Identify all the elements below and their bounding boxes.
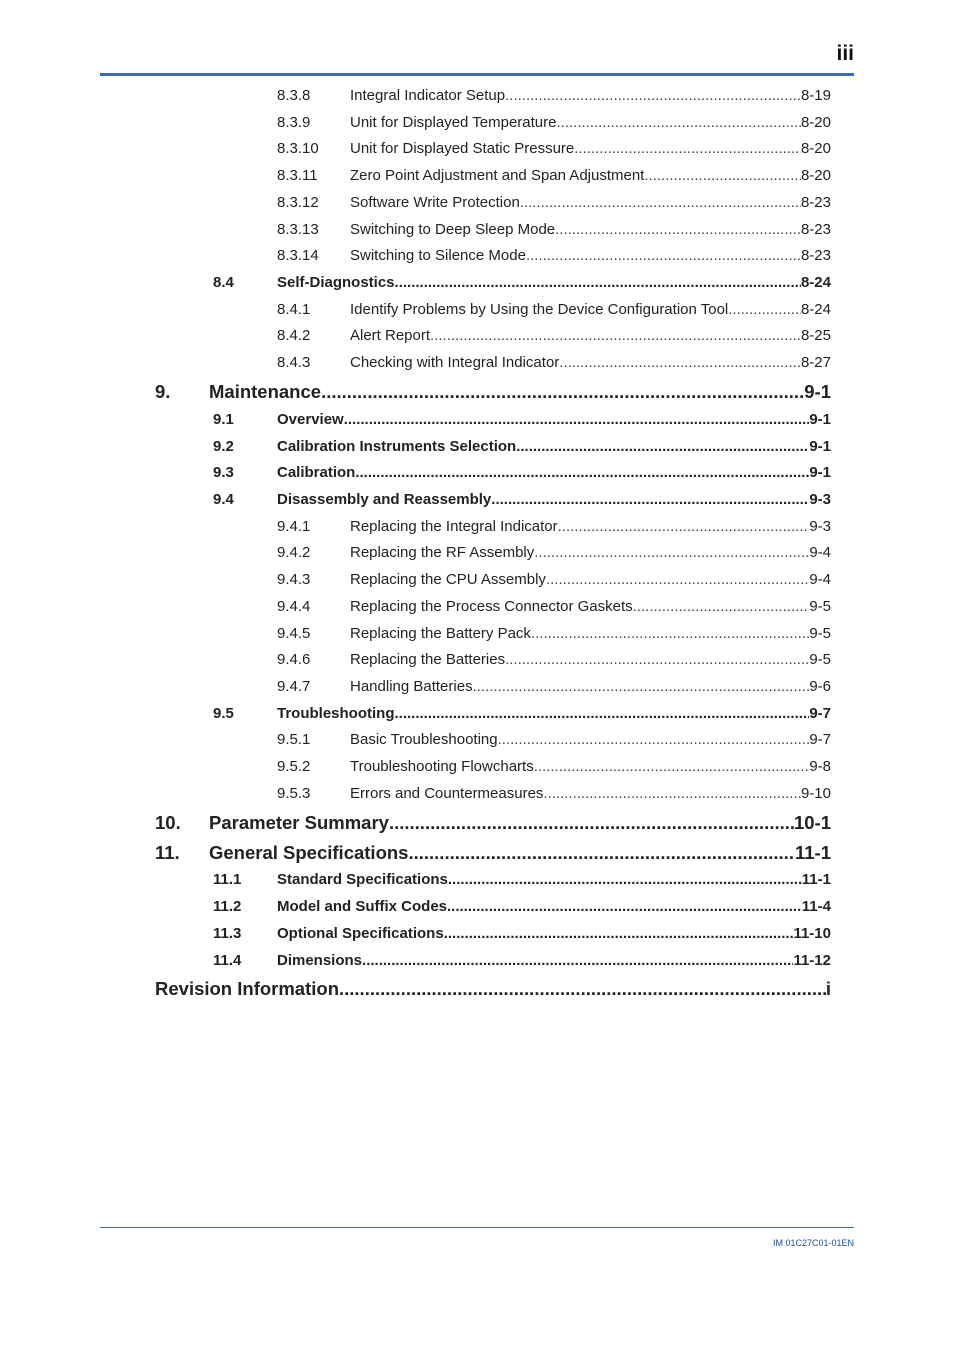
toc-entry-title: Zero Point Adjustment and Span Adjustment [350, 167, 645, 184]
toc-entry-page: 9-3 [809, 518, 831, 535]
toc-entry-title: Basic Troubleshooting [350, 731, 498, 748]
toc-entry[interactable] [0, 598, 954, 618]
toc-entry-number: 9.2 [213, 438, 234, 455]
toc-entry-page: 8-25 [800, 327, 831, 344]
toc-entry-page: 8-20 [800, 114, 831, 131]
toc-entry-number: 8.4 [213, 274, 234, 291]
toc-entry-title: Standard Specifications [277, 871, 448, 888]
toc-entry-line [277, 464, 831, 481]
toc-dot-leader [644, 167, 801, 184]
toc-entry-number: 8.3.12 [277, 194, 319, 211]
toc-entry-line [350, 571, 831, 588]
toc-dot-leader [526, 247, 801, 264]
toc-entry[interactable] [0, 491, 954, 511]
toc-entry-page: 8-23 [800, 194, 831, 211]
toc-entry-page: 9-4 [809, 571, 831, 588]
toc-entry-page: 9-8 [809, 758, 831, 775]
toc-entry-number: 11.1 [213, 871, 242, 888]
toc-entry-number: 8.4.1 [277, 301, 311, 318]
toc-entry-line [350, 140, 831, 157]
toc-entry[interactable] [0, 167, 954, 187]
toc-entry-title: Replacing the RF Assembly [350, 544, 535, 561]
toc-entry-line [350, 651, 831, 668]
toc-dot-leader [408, 842, 795, 864]
toc-entry-line [277, 871, 831, 888]
toc-entry-title: Calibration Instruments Selection [277, 438, 517, 455]
toc-entry[interactable] [0, 464, 954, 484]
toc-entry-page: 8-27 [800, 354, 831, 371]
toc-entry-number: 9.1 [213, 411, 234, 428]
toc-entry[interactable] [0, 381, 954, 405]
toc-entry[interactable] [0, 952, 954, 972]
toc-entry-page: 9-5 [809, 598, 831, 615]
toc-entry-number: 9.5.2 [277, 758, 311, 775]
toc-entry-title: Handling Batteries [350, 678, 473, 695]
toc-dot-leader [505, 651, 809, 668]
toc-dot-leader [444, 925, 794, 942]
toc-entry-line [350, 114, 831, 131]
toc-entry-title: Replacing the Battery Pack [350, 625, 531, 642]
toc-entry[interactable] [0, 87, 954, 107]
toc-entry[interactable] [0, 651, 954, 671]
toc-entry-line [350, 87, 831, 104]
toc-entry-number: 8.3.13 [277, 221, 319, 238]
toc-entry-number: 8.3.8 [277, 87, 311, 104]
toc-entry-title: Switching to Silence Mode [350, 247, 526, 264]
toc-entry-page: 8-24 [800, 301, 831, 318]
toc-entry-line [350, 327, 831, 344]
toc-entry-page: 9-5 [809, 625, 831, 642]
toc-entry-title: Model and Suffix Codes [277, 898, 448, 915]
toc-entry-page: 8-23 [800, 221, 831, 238]
toc-entry[interactable] [0, 518, 954, 538]
toc-entry-title: Maintenance [209, 381, 322, 402]
toc-entry-title: Errors and Countermeasures [350, 785, 544, 802]
toc-entry-line [277, 925, 831, 942]
toc-entry-title: Troubleshooting Flowcharts [350, 758, 534, 775]
toc-entry-line [350, 544, 831, 561]
toc-dot-leader [516, 438, 809, 455]
toc-entry-title: Unit for Displayed Static Pressure [350, 140, 575, 157]
toc-entry-line [350, 221, 831, 238]
toc-entry-number: 9.4.3 [277, 571, 311, 588]
toc-dot-leader [520, 194, 801, 211]
toc-entry-title: Replacing the CPU Assembly [350, 571, 546, 588]
toc-dot-leader [355, 464, 809, 481]
toc-entry-number: 9.3 [213, 464, 234, 481]
toc-entry-page: i [825, 978, 831, 999]
toc-entry[interactable] [0, 871, 954, 891]
toc-entry-line [209, 381, 831, 403]
toc-entry-page: 8-20 [800, 140, 831, 157]
toc-entry-line [277, 898, 831, 915]
toc-entry-number: 10. [155, 812, 181, 833]
toc-entry-number: 8.3.10 [277, 140, 319, 157]
toc-dot-leader [558, 518, 810, 535]
toc-entry-title: Switching to Deep Sleep Mode [350, 221, 556, 238]
toc-entry-title: Overview [277, 411, 344, 428]
toc-entry-page: 8-20 [800, 167, 831, 184]
toc-entry[interactable] [0, 354, 954, 374]
toc-entry-line [277, 438, 831, 455]
toc-entry-line [350, 301, 831, 318]
toc-entry-page: 11-4 [801, 898, 831, 915]
toc-entry-title: Optional Specifications [277, 925, 444, 942]
toc-dot-leader [389, 812, 794, 834]
toc-entry-page: 8-23 [800, 247, 831, 264]
toc-dot-leader [448, 871, 802, 888]
toc-entry[interactable] [0, 758, 954, 778]
toc-entry-title: Replacing the Process Connector Gaskets [350, 598, 633, 615]
toc-entry-line [350, 678, 831, 695]
toc-entry-page: 9-5 [809, 651, 831, 668]
toc-entry-page: 9-6 [809, 678, 831, 695]
toc-dot-leader [546, 571, 809, 588]
toc-entry-page: 8-19 [800, 87, 831, 104]
toc-entry-number: 11. [155, 842, 180, 863]
toc-entry[interactable] [0, 274, 954, 294]
toc-entry-line [155, 978, 831, 1000]
toc-entry-title: Self-Diagnostics [277, 274, 395, 291]
toc-entry-page: 9-1 [804, 381, 831, 402]
toc-entry-number: 9.4.2 [277, 544, 311, 561]
toc-entry-title: Dimensions [277, 952, 363, 969]
toc-entry[interactable] [0, 925, 954, 945]
toc-dot-leader [574, 140, 801, 157]
toc-entry-number: 9.4.5 [277, 625, 311, 642]
toc-entry-page: 9-1 [809, 438, 831, 455]
toc-entry-number: 9.5.1 [277, 731, 311, 748]
toc-entry-title: General Specifications [209, 842, 409, 863]
toc-entry-number: 9. [155, 381, 171, 402]
toc-entry-line [277, 411, 831, 428]
toc-entry-line [350, 625, 831, 642]
toc-dot-leader [534, 544, 809, 561]
toc-entry-line [350, 731, 831, 748]
toc-entry-line [350, 167, 831, 184]
toc-entry-page: 9-1 [809, 411, 831, 428]
document-id: IM 01C27C01-01EN [772, 1238, 854, 1248]
footer-rule [100, 1227, 854, 1228]
toc-entry-title: Unit for Displayed Temperature [350, 114, 557, 131]
toc-entry-line [350, 247, 831, 264]
toc-entry-line [209, 812, 831, 834]
toc-dot-leader [556, 114, 800, 131]
toc-dot-leader [491, 491, 809, 508]
toc-entry-title: Software Write Protection [350, 194, 520, 211]
toc-entry[interactable] [0, 571, 954, 591]
toc-entry[interactable] [0, 114, 954, 134]
toc-entry-page: 9-4 [809, 544, 831, 561]
toc-entry[interactable] [0, 247, 954, 267]
toc-entry-number: 11.3 [213, 925, 242, 942]
toc-dot-leader [728, 301, 801, 318]
toc-entry-title: Alert Report [350, 327, 431, 344]
toc-entry-line [277, 705, 831, 722]
toc-entry-line [350, 598, 831, 615]
toc-entry[interactable] [0, 812, 954, 836]
toc-entry[interactable] [0, 194, 954, 214]
toc-entry-line [209, 842, 831, 864]
toc-entry-page: 9-1 [809, 464, 831, 481]
toc-dot-leader [543, 785, 801, 802]
toc-entry[interactable] [0, 301, 954, 321]
toc-entry[interactable] [0, 842, 954, 866]
toc-entry-number: 8.4.2 [277, 327, 311, 344]
toc-entry[interactable] [0, 327, 954, 347]
toc-entry-page: 11-12 [793, 952, 831, 969]
toc-entry-title: Identify Problems by Using the Device Configuration Tool [350, 301, 729, 318]
toc-entry-line [350, 354, 831, 371]
toc-dot-leader [555, 221, 801, 238]
toc-entry-title: Checking with Integral Indicator [350, 354, 560, 371]
toc-entry[interactable] [0, 411, 954, 431]
toc-entry-number: 8.3.14 [277, 247, 319, 264]
page-number: iii [836, 42, 854, 65]
toc-dot-leader [473, 678, 810, 695]
toc-entry-title: Integral Indicator Setup [350, 87, 506, 104]
toc-entry-title: Disassembly and Reassembly [277, 491, 492, 508]
toc-dot-leader [395, 705, 810, 722]
toc-entry-title: Replacing the Batteries [350, 651, 506, 668]
toc-entry-title: Replacing the Integral Indicator [350, 518, 558, 535]
toc-dot-leader [362, 952, 793, 969]
toc-entry-number: 9.4.7 [277, 678, 311, 695]
toc-entry-page: 9-3 [809, 491, 831, 508]
toc-entry-number: 9.5.3 [277, 785, 311, 802]
toc-entry-page: 9-7 [809, 705, 831, 722]
toc-entry-page: 11-10 [793, 925, 831, 942]
toc-dot-leader [430, 327, 801, 344]
toc-entry-number: 9.4.6 [277, 651, 311, 668]
toc-entry-title: Revision Information [155, 978, 339, 999]
toc-entry-number: 9.4.1 [277, 518, 311, 535]
toc-entry-title: Troubleshooting [277, 705, 395, 722]
toc-entry[interactable] [0, 438, 954, 458]
toc-entry[interactable] [0, 544, 954, 564]
toc-entry-page: 11-1 [794, 842, 831, 863]
toc-entry-page: 9-10 [800, 785, 831, 802]
toc-entry[interactable] [0, 625, 954, 645]
toc-entry[interactable] [0, 978, 954, 1002]
toc-entry-number: 9.5 [213, 705, 234, 722]
toc-entry-line [350, 758, 831, 775]
toc-dot-leader [344, 411, 810, 428]
toc-entry-number: 9.4.4 [277, 598, 311, 615]
toc-dot-leader [505, 87, 801, 104]
toc-entry[interactable] [0, 705, 954, 725]
toc-dot-leader [395, 274, 801, 291]
toc-dot-leader [633, 598, 810, 615]
toc-dot-leader [498, 731, 810, 748]
toc-entry-number: 11.2 [213, 898, 242, 915]
toc-dot-leader [447, 898, 802, 915]
toc-entry-line [350, 518, 831, 535]
toc-dot-leader [339, 978, 826, 1000]
toc-entry-line [277, 491, 831, 508]
toc-entry-number: 8.4.3 [277, 354, 311, 371]
toc-entry[interactable] [0, 785, 954, 805]
toc-entry-line [350, 194, 831, 211]
header-rule [100, 73, 854, 76]
toc-entry-line [350, 785, 831, 802]
toc-entry-page: 10-1 [793, 812, 831, 833]
toc-entry-line [277, 952, 831, 969]
toc-entry-line [277, 274, 831, 291]
toc-entry-title: Parameter Summary [209, 812, 389, 833]
toc-entry[interactable] [0, 140, 954, 160]
toc-entry[interactable] [0, 898, 954, 918]
toc-entry[interactable] [0, 221, 954, 241]
toc-entry-number: 8.3.9 [277, 114, 311, 131]
toc-entry[interactable] [0, 678, 954, 698]
toc-entry-page: 11-1 [801, 871, 831, 888]
toc-dot-leader [321, 381, 804, 403]
toc-dot-leader [531, 625, 809, 642]
toc-entry-number: 11.4 [213, 952, 242, 969]
toc-entry-number: 8.3.11 [277, 167, 318, 184]
toc-dot-leader [559, 354, 801, 371]
toc-entry-number: 9.4 [213, 491, 234, 508]
toc-dot-leader [534, 758, 810, 775]
toc-entry-page: 9-7 [809, 731, 831, 748]
toc-entry-title: Calibration [277, 464, 356, 481]
toc-entry[interactable] [0, 731, 954, 751]
toc-entry-page: 8-24 [800, 274, 831, 291]
